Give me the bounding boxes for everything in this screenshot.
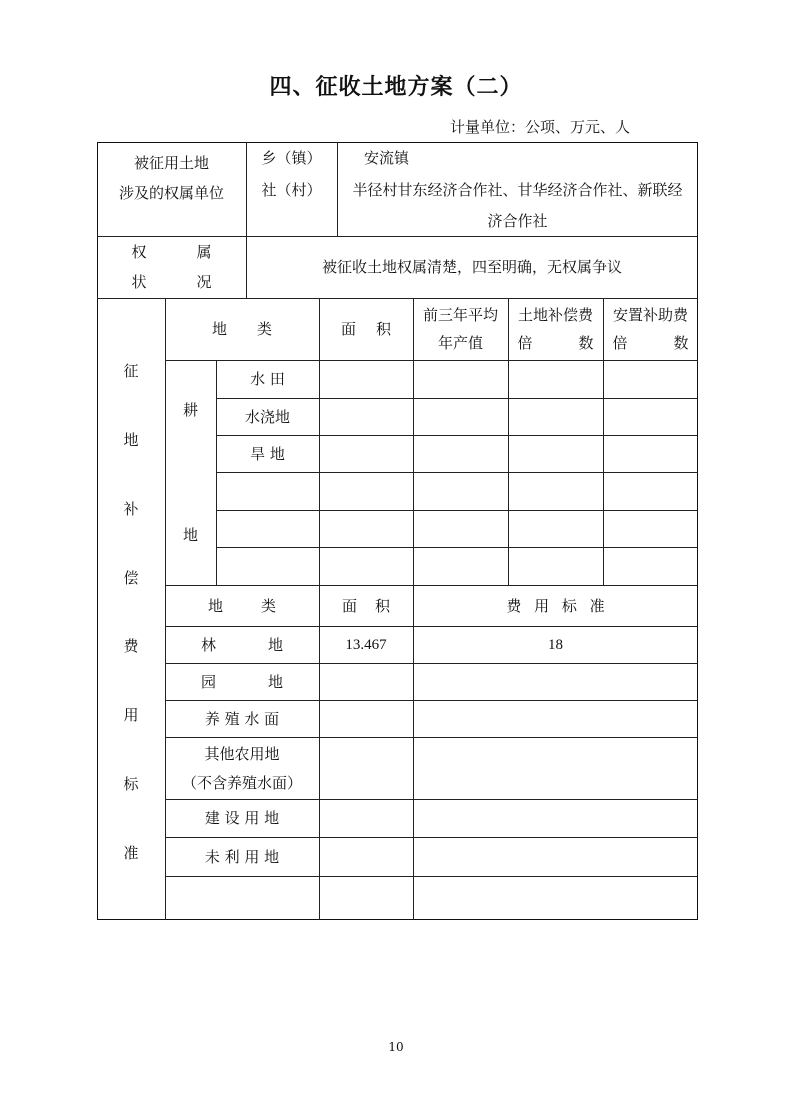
cultivated-row-name: 旱 地 (250, 444, 285, 463)
cultivated-label-top: 耕 (182, 401, 198, 419)
label-line: 被征用土地 (133, 154, 209, 172)
row-line: （不含养殖水面） (181, 773, 302, 792)
header-line: 年产值 (437, 334, 483, 352)
header-char: 积 (375, 596, 391, 615)
header-line: 安置补助费 (612, 306, 688, 324)
other-agri-name (165, 737, 319, 799)
header2-fee-standard: 费 用 标 准 (506, 596, 605, 615)
aquaculture-name: 养 殖 水 面 (204, 709, 280, 728)
cultivated-row-name (216, 510, 319, 547)
page-number: 10 (388, 1040, 404, 1054)
cultivated-row-name (216, 547, 319, 585)
blank-row-area (319, 876, 413, 920)
unused-land-area (319, 837, 413, 876)
side-char: 补 (123, 499, 139, 518)
village-line: 济合作社 (487, 211, 548, 230)
garden-land-area (319, 663, 413, 700)
label-line: 涉及的权属单位 (118, 184, 224, 202)
header-char: 倍 (517, 334, 533, 352)
cultivated-label-bottom: 地 (182, 526, 198, 544)
garden-land-name (165, 663, 319, 700)
village-label: 社（村） (261, 181, 322, 199)
header-char: 类 (257, 320, 273, 338)
header-line: 土地补偿费 (517, 306, 593, 324)
header2-area (319, 585, 413, 626)
header-char: 面 (340, 320, 356, 338)
header-land-type (165, 298, 319, 360)
header-char: 地 (207, 596, 223, 615)
header-char: 数 (673, 334, 689, 352)
header-char: 倍 (612, 334, 628, 352)
side-char: 征 (123, 362, 139, 380)
header-char: 类 (261, 596, 277, 615)
header-avg-output (413, 298, 508, 360)
side-char: 准 (123, 843, 139, 862)
forest-land-fee: 18 (548, 636, 563, 653)
forest-land-name (165, 626, 319, 663)
ownership-status-value: 被征收土地权属清楚，四至明确，无权属争议 (321, 258, 622, 276)
row-char: 林 (200, 635, 216, 654)
side-char: 标 (123, 775, 139, 794)
unused-land-fee (413, 837, 698, 876)
header-char: 数 (578, 334, 594, 352)
unused-land-name: 未 利 用 地 (204, 847, 280, 866)
side-char: 费 (123, 637, 139, 656)
label-char: 属 (196, 243, 212, 261)
village-line: 半径村甘东经济合作社、甘华经济合作社、新联经 (352, 180, 683, 199)
other-agri-area (319, 737, 413, 799)
unit-line: 计量单位：公项、万元、人 (450, 118, 631, 136)
township-label: 乡（镇） (261, 149, 322, 167)
cultivated-row-name: 水 田 (250, 370, 285, 388)
header2-land-type (165, 585, 319, 626)
side-char: 地 (123, 430, 139, 449)
header-char: 地 (211, 320, 227, 338)
cultivated-row-name: 水浇地 (244, 407, 290, 426)
ownership-units-label (97, 142, 246, 236)
construction-land-fee (413, 799, 698, 837)
garden-land-fee (413, 663, 698, 700)
header-char: 积 (376, 320, 392, 338)
header-resettlement-subsidy (603, 298, 698, 360)
side-char: 偿 (123, 568, 139, 587)
row-char: 园 (200, 672, 216, 691)
aquaculture-fee (413, 700, 698, 737)
row-char: 地 (268, 635, 284, 654)
aquaculture-area (319, 700, 413, 737)
blank-row-fee (413, 876, 698, 920)
cultivated-row-name (216, 472, 319, 510)
page-title: 四、征收土地方案（二） (269, 75, 523, 100)
label-char: 况 (196, 273, 212, 291)
header-line: 前三年平均 (422, 306, 498, 324)
construction-land-area (319, 799, 413, 837)
row-line: 其他农用地 (204, 744, 280, 763)
village-value (337, 174, 698, 236)
header-land-compensation (508, 298, 603, 360)
label-char: 状 (131, 273, 147, 291)
compensation-side-label (97, 362, 165, 862)
township-value: 安流镇 (364, 149, 410, 167)
blank-row-name (165, 876, 319, 920)
forest-land-area: 13.467 (345, 636, 387, 653)
construction-land-name: 建 设 用 地 (204, 809, 280, 827)
other-agri-fee (413, 737, 698, 799)
header-char: 面 (341, 596, 357, 615)
header-area (319, 298, 413, 360)
label-char: 权 (131, 243, 147, 261)
side-char: 用 (123, 706, 139, 725)
ownership-status-label (97, 236, 246, 298)
row-char: 地 (268, 672, 284, 691)
